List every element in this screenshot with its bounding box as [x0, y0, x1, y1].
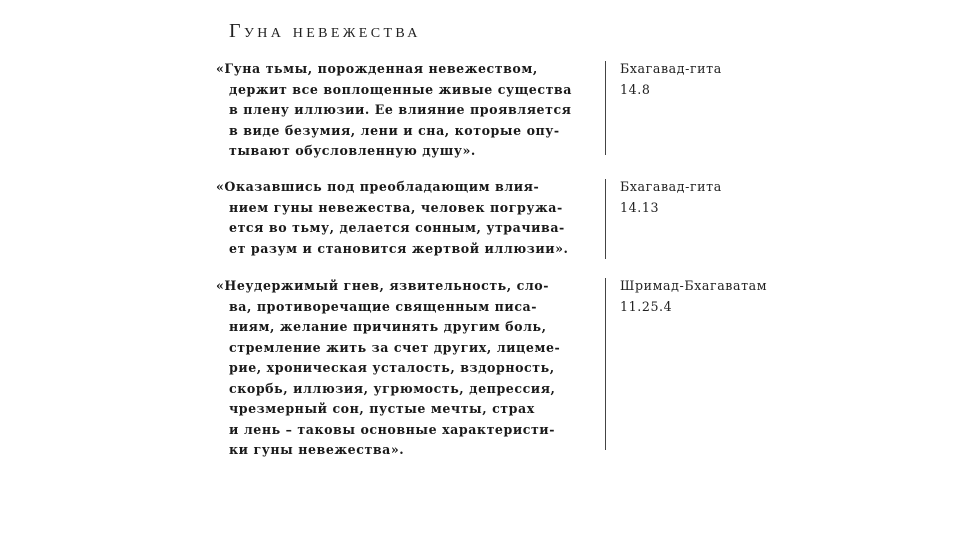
source-name: Бхагавад-гита	[620, 61, 722, 76]
quote-line: ва, противоречащие священным писа-	[229, 298, 538, 314]
source-reference: 11.25.4	[620, 298, 673, 314]
quote-divider	[605, 179, 606, 259]
quote-divider	[605, 278, 606, 450]
quote-divider	[605, 61, 606, 155]
quote-line: нием гуны невежества, человек погружа-	[229, 199, 563, 215]
quote-line: в виде безумия, лени и сна, которые опу-	[229, 122, 560, 138]
quote-line: ки гуны невежества».	[229, 442, 405, 457]
quote-line: ется во тьму, делается сонным, утрачива-	[229, 220, 565, 235]
quote-line: тывают обусловленную душу».	[229, 143, 476, 158]
source-reference: 14.8	[620, 81, 651, 97]
quote-text	[216, 177, 598, 259]
page-title: Гуна невежества	[229, 20, 421, 42]
quote-line: стремление жить за счет других, лицеме-	[229, 339, 561, 355]
source-name: Бхагавад-гита	[620, 179, 722, 194]
quote-line: ет разум и становится жертвой иллюзии».	[229, 240, 569, 256]
quote-source	[620, 59, 722, 100]
quote-text	[216, 276, 598, 461]
quote-line: рие, хроническая усталость, вздорность,	[229, 360, 555, 375]
quote-line: «Неудержимый гнев, язвительность, сло-	[216, 278, 550, 293]
quote-line: в плену иллюзии. Ее влияние проявляется	[229, 102, 572, 117]
quote-line: чрезмерный сон, пустые мечты, страх	[229, 401, 535, 416]
quote-line: скорбь, иллюзия, угрюмость, депрессия,	[229, 380, 556, 396]
quote-source	[620, 276, 767, 317]
quote-source	[620, 177, 722, 218]
quote-line: «Гуна тьмы, порожденная невежеством,	[216, 61, 538, 76]
quote-line: держит все воплощенные живые существа	[229, 81, 572, 97]
quote-text	[216, 59, 598, 162]
source-reference: 14.13	[620, 199, 660, 215]
quote-line: «Оказавшись под преобладающим влия-	[216, 179, 540, 194]
quote-line: и лень – таковы основные характеристи-	[229, 421, 555, 437]
quote-line: ниям, желание причинять другим боль,	[229, 319, 547, 334]
source-name: Шримад-Бхагаватам	[620, 278, 768, 293]
